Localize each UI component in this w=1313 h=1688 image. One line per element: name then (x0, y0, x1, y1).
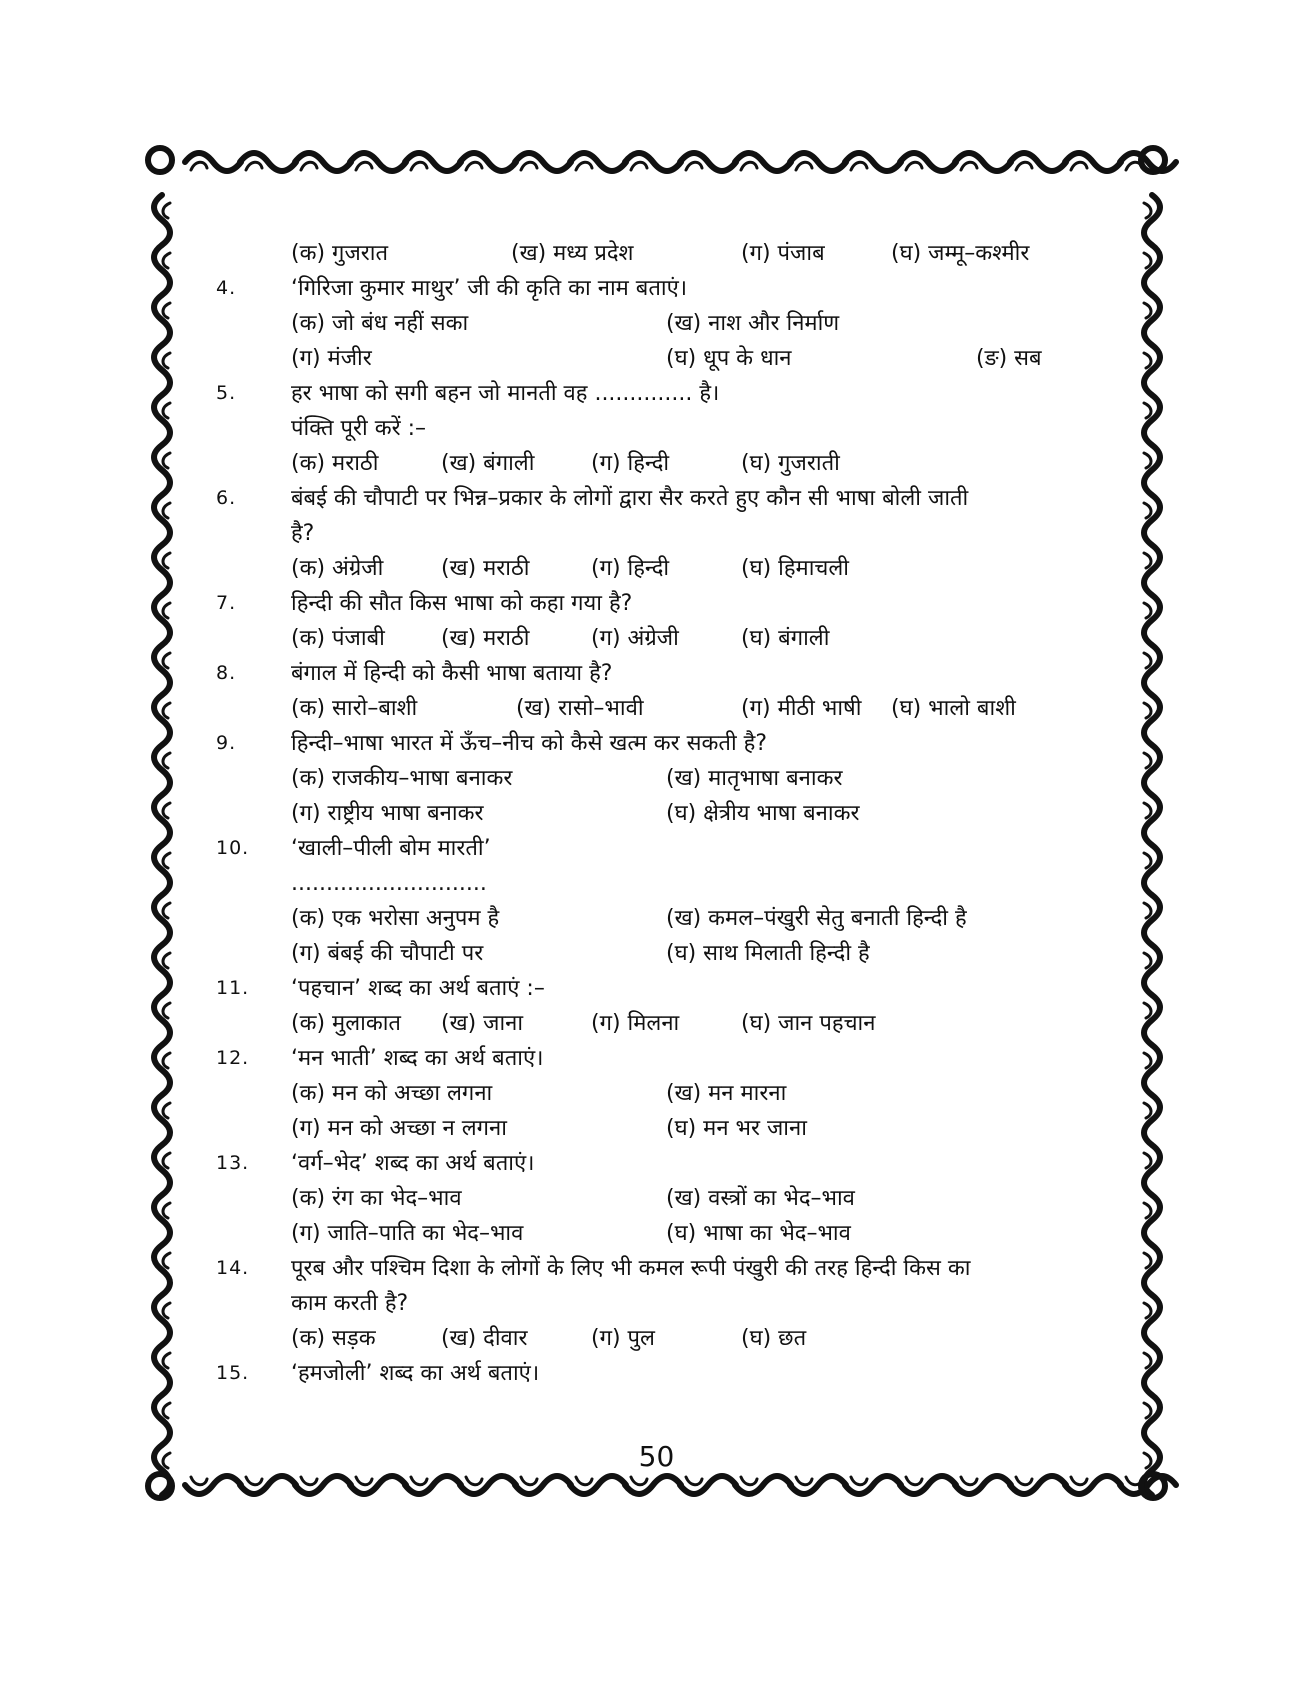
border-flourish (906, 1477, 922, 1485)
question-list (216, 236, 1116, 1391)
border-flourish (1144, 603, 1151, 618)
border-flourish (1144, 795, 1160, 845)
border-flourish (1144, 1345, 1160, 1395)
border-flourish (1144, 745, 1160, 795)
border-flourish (1144, 1395, 1160, 1445)
answer-option: (ग) हिन्दी (591, 451, 670, 476)
question-line (216, 586, 1116, 621)
border-flourish (163, 953, 170, 968)
border-flourish (154, 945, 170, 995)
border-flourish (631, 1477, 647, 1485)
question-number: 5. (216, 382, 237, 404)
border-flourish (154, 995, 170, 1045)
answer-option: (घ) भाषा का भेद–भाव (666, 1221, 851, 1246)
border-flourish (163, 553, 170, 568)
border-flourish (163, 253, 170, 268)
border-flourish (851, 1477, 867, 1485)
border-flourish (163, 1303, 170, 1318)
answer-option: (घ) साथ मिलाती हिन्दी है (666, 941, 870, 966)
border-flourish (1144, 803, 1151, 818)
border-flourish (163, 753, 170, 768)
border-flourish (1144, 245, 1160, 295)
answer-option: (क) मन को अच्छा लगना (291, 1081, 493, 1106)
answer-option: (ग) मिलना (591, 1011, 680, 1036)
answer-option: (ग) मीठी भाषी (741, 696, 862, 721)
border-flourish (1144, 1203, 1151, 1218)
question-line (216, 481, 1116, 516)
border-flourish (631, 162, 647, 170)
answer-option: (क) मराठी (291, 451, 379, 476)
border-flourish (154, 245, 170, 295)
answer-option: (ख) जाना (441, 1011, 524, 1036)
border-flourish (1144, 453, 1151, 468)
border-flourish (1144, 495, 1160, 545)
options-line (216, 1111, 1116, 1146)
border-flourish (154, 1145, 170, 1195)
border-flourish (163, 503, 170, 518)
border-flourish (163, 1053, 170, 1068)
border-flourish (191, 1477, 207, 1485)
border-flourish (163, 603, 170, 618)
border-flourish (906, 162, 922, 170)
border-flourish (1144, 845, 1160, 895)
question-line (216, 656, 1116, 691)
question-text: बंगाल में हिन्दी को कैसी भाषा बताया है? (291, 661, 613, 686)
answer-option: (ग) बंबई की चौपाटी पर (291, 941, 484, 966)
answer-option: (ख) रासो–भावी (516, 696, 644, 721)
answer-option: (क) जो बंध नहीं सका (291, 311, 469, 336)
border-flourish (576, 162, 592, 170)
page-number: 50 (638, 1440, 675, 1473)
answer-option: (ख) कमल–पंखुरी सेतु बनाती हिन्दी है (666, 906, 967, 931)
answer-option: (ख) वस्त्रों का भेद–भाव (666, 1186, 855, 1211)
border-flourish (1144, 703, 1151, 718)
border-flourish (1016, 162, 1032, 170)
border-flourish (1144, 595, 1160, 645)
border-flourish (1144, 995, 1160, 1045)
answer-option: (ग) पुल (591, 1326, 655, 1351)
border-flourish (154, 295, 170, 345)
answer-option: (घ) मन भर जाना (666, 1116, 807, 1141)
border-flourish (741, 1477, 757, 1485)
answer-option: (क) अंग्रेजी (291, 556, 384, 581)
question-line (216, 1356, 1116, 1391)
border-flourish (154, 795, 170, 845)
question-text: बंबई की चौपाटी पर भिन्न–प्रकार के लोगों द्वारा सैर करते हुए कौन सी भाषा बोली जाती (291, 486, 969, 511)
answer-option: (ग) जाति–पाति का भेद–भाव (291, 1221, 524, 1246)
question-number: 6. (216, 487, 237, 509)
border-flourish (1144, 1245, 1160, 1295)
border-flourish (1144, 303, 1151, 318)
options-line (216, 446, 1116, 481)
border-flourish (1144, 945, 1160, 995)
answer-option: (क) गुजरात (291, 241, 389, 266)
options-line (216, 691, 1116, 726)
answer-option: (क) रंग का भेद–भाव (291, 1186, 462, 1211)
options-line (216, 1181, 1116, 1216)
border-flourish (1144, 895, 1160, 945)
answer-option: (घ) क्षेत्रीय भाषा बनाकर (666, 801, 860, 826)
answer-option: (ग) पंजाब (741, 241, 825, 266)
question-continuation (216, 1286, 1116, 1321)
border-flourish (1144, 1145, 1160, 1195)
border-flourish (521, 1477, 537, 1485)
border-flourish (1144, 695, 1160, 745)
answer-option: (ग) मन को अच्छा न लगना (291, 1116, 507, 1141)
border-flourish (1016, 1477, 1032, 1485)
border-flourish (356, 162, 372, 170)
border-flourish (163, 1253, 170, 1268)
border-flourish (1144, 1295, 1160, 1345)
border-flourish (163, 1203, 170, 1218)
answer-option: (ङ) सब (976, 346, 1042, 371)
border-flourish (154, 745, 170, 795)
answer-option: (ख) मराठी (441, 626, 530, 651)
answer-option: (घ) भालो बाशी (891, 696, 1016, 721)
border-flourish (1144, 553, 1151, 568)
answer-option: (घ) जान पहचान (741, 1011, 876, 1036)
border-flourish (1144, 295, 1160, 345)
question-number: 15. (216, 1362, 250, 1384)
answer-option: (घ) गुजराती (741, 451, 840, 476)
answer-option: (क) राजकीय–भाषा बनाकर (291, 766, 513, 791)
answer-option: (क) एक भरोसा अनुपम है (291, 906, 500, 931)
question-number: 10. (216, 837, 250, 859)
options-line (216, 1321, 1116, 1356)
question-line (216, 271, 1116, 306)
border-flourish (1144, 253, 1151, 268)
border-flourish (1144, 1053, 1151, 1068)
border-flourish (1144, 353, 1151, 368)
border-flourish (1144, 853, 1151, 868)
answer-option: (ग) मंजीर (291, 346, 372, 371)
question-text: पंक्ति पूरी करें :– (291, 416, 427, 441)
question-number: 9. (216, 732, 237, 754)
border-flourish (1144, 1403, 1151, 1418)
border-flourish (163, 903, 170, 918)
answer-option: (घ) हिमाचली (741, 556, 849, 581)
answer-option: (घ) धूप के धान (666, 346, 792, 371)
border-flourish (796, 162, 812, 170)
answer-option: (ख) मन मारना (666, 1081, 787, 1106)
border-flourish (961, 1477, 977, 1485)
border-flourish (686, 1477, 702, 1485)
border-flourish (246, 1477, 262, 1485)
answer-option: (ख) बंगाली (441, 451, 535, 476)
answer-option: (ग) अंग्रेजी (591, 626, 679, 651)
border-flourish (1144, 1003, 1151, 1018)
answer-option: (ख) मराठी (441, 556, 530, 581)
border-flourish (154, 545, 170, 595)
question-line (216, 971, 1116, 1006)
options-line (216, 1076, 1116, 1111)
border-flourish (163, 1103, 170, 1118)
border-flourish (1144, 503, 1151, 518)
border-flourish (411, 162, 427, 170)
border-flourish (411, 1477, 427, 1485)
border-flourish (1144, 1153, 1151, 1168)
border-flourish (163, 703, 170, 718)
question-line (216, 1041, 1116, 1076)
border-flourish (154, 195, 170, 245)
border-flourish (1144, 1303, 1151, 1318)
border-flourish (163, 1403, 170, 1418)
border-flourish (1144, 645, 1160, 695)
border-flourish (301, 162, 317, 170)
border-flourish (154, 1195, 170, 1245)
border-flourish (163, 653, 170, 668)
question-text: ‘गिरिजा कुमार माथुर’ जी की कृति का नाम बताएं। (291, 276, 688, 301)
border-flourish (356, 1477, 372, 1485)
border-flourish (246, 162, 262, 170)
border-flourish (163, 803, 170, 818)
border-flourish (154, 895, 170, 945)
answer-option: (क) सारो–बाशी (291, 696, 418, 721)
answer-option: (ग) राष्ट्रीय भाषा बनाकर (291, 801, 484, 826)
border-flourish (1071, 162, 1087, 170)
border-flourish (1144, 653, 1151, 668)
answer-option: (ख) नाश और निर्माण (666, 311, 840, 336)
answer-option: (क) मुलाकात (291, 1011, 401, 1036)
border-flourish (1144, 203, 1151, 218)
question-line (216, 376, 1116, 411)
question-text: ‘खाली–पीली बोम मारती’ (291, 836, 491, 861)
border-flourish (163, 853, 170, 868)
border-flourish (1144, 395, 1160, 445)
border-flourish (796, 1477, 812, 1485)
question-text: ‘वर्ग–भेद’ शब्द का अर्थ बताएं। (291, 1151, 535, 1176)
answer-option: (क) सड़क (291, 1326, 376, 1351)
options-line (216, 551, 1116, 586)
question-text: काम करती है? (291, 1291, 409, 1316)
question-continuation (216, 411, 1116, 446)
border-flourish (154, 445, 170, 495)
border-flourish (1144, 1103, 1151, 1118)
border-flourish (1144, 195, 1160, 245)
border-flourish (154, 1395, 170, 1445)
question-text: ............................ (291, 871, 487, 896)
question-line (216, 831, 1116, 866)
border-flourish (154, 395, 170, 445)
answer-option: (ख) मातृभाषा बनाकर (666, 766, 843, 791)
border-flourish (851, 162, 867, 170)
answer-option: (ख) दीवार (441, 1326, 528, 1351)
border-flourish (1144, 403, 1151, 418)
options-line (216, 1006, 1116, 1041)
border-flourish (163, 353, 170, 368)
border-flourish (1071, 1477, 1087, 1485)
border-flourish (1144, 1253, 1151, 1268)
border-flourish (1144, 1195, 1160, 1245)
border-flourish (154, 345, 170, 395)
border-flourish (1144, 953, 1151, 968)
question-text: ‘मन भाती’ शब्द का अर्थ बताएं। (291, 1046, 544, 1071)
answer-option: (क) पंजाबी (291, 626, 385, 651)
options-line (216, 621, 1116, 656)
border-flourish (163, 1003, 170, 1018)
question-number: 12. (216, 1047, 250, 1069)
options-line (216, 306, 1116, 341)
border-flourish (154, 495, 170, 545)
answer-option: (घ) बंगाली (741, 626, 830, 651)
answer-option: (ग) हिन्दी (591, 556, 670, 581)
border-flourish (1144, 545, 1160, 595)
border-flourish (163, 1153, 170, 1168)
border-flourish (154, 1295, 170, 1345)
border-flourish (154, 1345, 170, 1395)
border-flourish (154, 595, 170, 645)
options-line (216, 936, 1116, 971)
question-number: 7. (216, 592, 237, 614)
border-flourish (154, 1245, 170, 1295)
border-flourish (961, 162, 977, 170)
answer-option: (घ) छत (741, 1326, 807, 1351)
options-line (216, 1216, 1116, 1251)
border-flourish (163, 453, 170, 468)
options-line (216, 761, 1116, 796)
question-line (216, 726, 1116, 761)
question-number: 11. (216, 977, 250, 999)
border-flourish (741, 162, 757, 170)
border-flourish (1144, 1353, 1151, 1368)
border-flourish (466, 162, 482, 170)
border-flourish (191, 162, 207, 170)
answer-option: (ख) मध्य प्रदेश (511, 241, 634, 266)
options-line (216, 341, 1116, 376)
border-flourish (163, 403, 170, 418)
question-text: ‘पहचान’ शब्द का अर्थ बताएं :– (291, 976, 545, 1001)
question-text: ‘हमजोली’ शब्द का अर्थ बताएं। (291, 1361, 540, 1386)
border-flourish (576, 1477, 592, 1485)
question-continuation (216, 866, 1116, 901)
question-continuation (216, 516, 1116, 551)
question-text: हर भाषा को सगी बहन जो मानती वह .............. है। (291, 381, 720, 406)
question-number: 4. (216, 277, 237, 299)
border-flourish (466, 1477, 482, 1485)
border-flourish (163, 203, 170, 218)
border-flourish (154, 645, 170, 695)
border-flourish (154, 695, 170, 745)
border-flourish (154, 845, 170, 895)
border-flourish (154, 1045, 170, 1095)
question-line (216, 1146, 1116, 1181)
options-line (216, 901, 1116, 936)
border-flourish (1144, 753, 1151, 768)
border-flourish (163, 303, 170, 318)
border-flourish (1144, 445, 1160, 495)
border-flourish (1144, 1095, 1160, 1145)
options-line (216, 236, 1116, 271)
answer-option: (घ) जम्मू–कश्मीर (891, 241, 1030, 266)
border-flourish (686, 162, 702, 170)
question-text: हिन्दी की सौत किस भाषा को कहा गया है? (291, 591, 633, 616)
question-number: 14. (216, 1257, 250, 1279)
border-flourish (1144, 903, 1151, 918)
border-flourish (301, 1477, 317, 1485)
question-number: 13. (216, 1152, 250, 1174)
options-line (216, 796, 1116, 831)
question-line (216, 1251, 1116, 1286)
question-number: 8. (216, 662, 237, 684)
border-corner (148, 148, 172, 172)
question-text: है? (291, 521, 315, 546)
border-flourish (154, 1095, 170, 1145)
border-flourish (1144, 345, 1160, 395)
border-flourish (1144, 1045, 1160, 1095)
border-flourish (163, 1353, 170, 1368)
question-text: हिन्दी–भाषा भारत में ऊँच–नीच को कैसे खत्म कर सकती है? (291, 731, 768, 756)
question-text: पूरब और पश्चिम दिशा के लोगों के लिए भी कमल रूपी पंखुरी की तरह हिन्दी किस का (291, 1256, 971, 1281)
border-flourish (521, 162, 537, 170)
